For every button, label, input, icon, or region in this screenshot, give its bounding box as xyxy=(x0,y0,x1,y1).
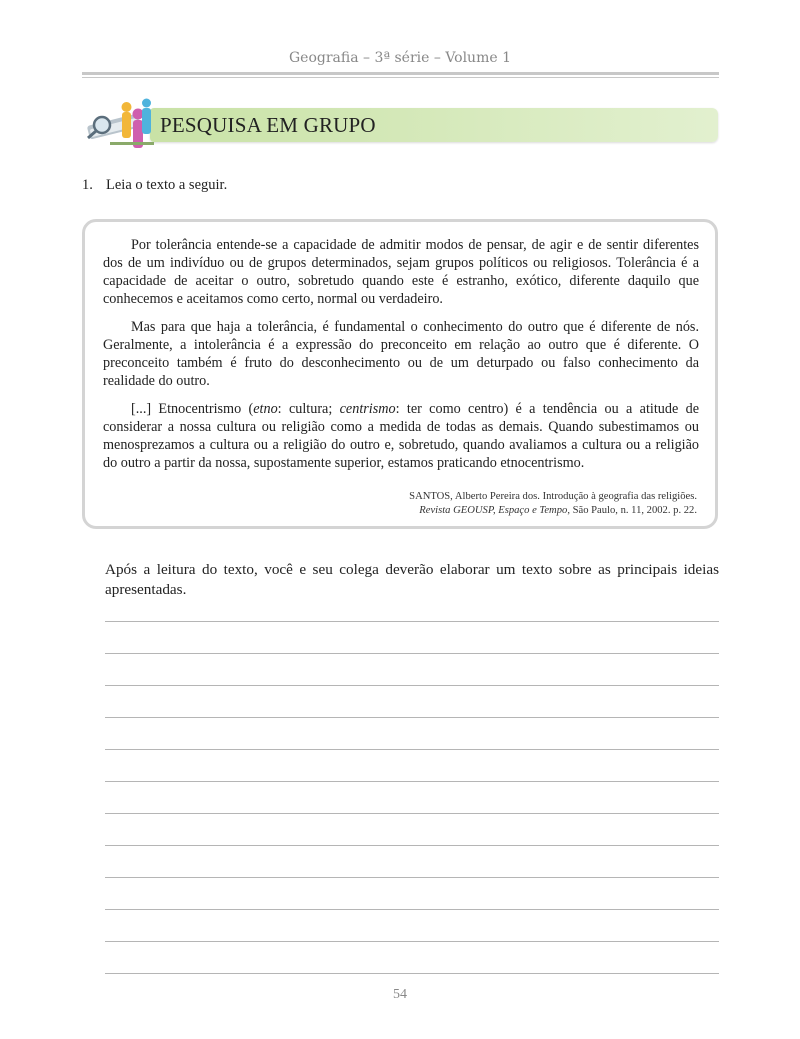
reading-box xyxy=(82,219,718,529)
reading-paragraph-3 xyxy=(103,400,699,472)
answer-line[interactable] xyxy=(105,781,719,782)
answer-line[interactable] xyxy=(105,717,719,718)
answer-line[interactable] xyxy=(105,845,719,846)
answer-line[interactable] xyxy=(105,813,719,814)
answer-line[interactable] xyxy=(105,621,719,622)
term-etno: etno xyxy=(253,401,278,417)
term-centrismo: centrismo xyxy=(339,401,396,417)
reading-paragraph-2: Mas para que haja a tolerância, é fundamental o conhecimento do outro que é diferente de nós. Geralmente, a intolerância é a expressão do preconceito em relação ao outro que é diferente. O preconceito também é fruto do desconhecimento ou de um deturpado ou falso conhecimento da realidade do outro. xyxy=(103,319,699,389)
question-number: 1. xyxy=(82,177,93,193)
source-citation xyxy=(409,490,697,518)
instruction: Após a leitura do texto, você e seu colega deverão elaborar um texto sobre as principais ideias apresentadas. xyxy=(105,561,719,598)
answer-line[interactable] xyxy=(105,653,719,654)
source-details: , São Paulo, n. 11, 2002. p. 22. xyxy=(567,505,697,516)
answer-line[interactable] xyxy=(105,749,719,750)
source-line-1: SANTOS, Alberto Pereira dos. Introdução à geografia das religiões. xyxy=(409,491,697,502)
source-line-2 xyxy=(409,504,697,518)
answer-line[interactable] xyxy=(105,685,719,686)
section-title: PESQUISA EM GRUPO xyxy=(160,113,376,137)
answer-line[interactable] xyxy=(105,909,719,910)
group-research-icon xyxy=(82,98,162,150)
paragraph-3-part-1: [...] Etnocentrismo ( xyxy=(131,401,254,417)
question-prompt: Leia o texto a seguir. xyxy=(106,177,228,193)
source-journal: Revista GEOUSP, Espaço e Tempo xyxy=(419,505,568,516)
page-number: 54 xyxy=(393,987,407,1002)
question xyxy=(82,177,227,194)
running-head: Geografia – 3ª série – Volume 1 xyxy=(289,50,511,66)
header-rule-thin xyxy=(82,77,719,78)
reading-paragraph-1: Por tolerância entende-se a capacidade de admitir modos de pensar, de agir e de sentir diferentes dos de um indivíduo ou de grupos determinados, sejam grupos políticos ou religiosos. Tolerância é a capacidade de aceitar o outro, sobretudo quando este é estranho, exótico, diferente daquilo que conhecemos e aceitamos como certo, normal ou verdadeiro. xyxy=(103,237,699,307)
paragraph-3-part-3: : ter como centro) é a tendência ou a atitude de considerar a nossa cultura ou religião como a medida de todas as demais. Quando subestimamos ou menosprezamos a cultura ou a religião do outro e, sobretudo, quando avaliamos a cultura ou a religião do outro a partir da nossa, supostamente superior, estamos praticando etnocentrismo. xyxy=(103,401,699,471)
answer-line[interactable] xyxy=(105,877,719,878)
answer-line[interactable] xyxy=(105,941,719,942)
paragraph-3-part-2: : cultura; xyxy=(277,401,340,417)
header-rule xyxy=(82,72,719,75)
answer-line[interactable] xyxy=(105,973,719,974)
reading-text xyxy=(103,236,699,482)
